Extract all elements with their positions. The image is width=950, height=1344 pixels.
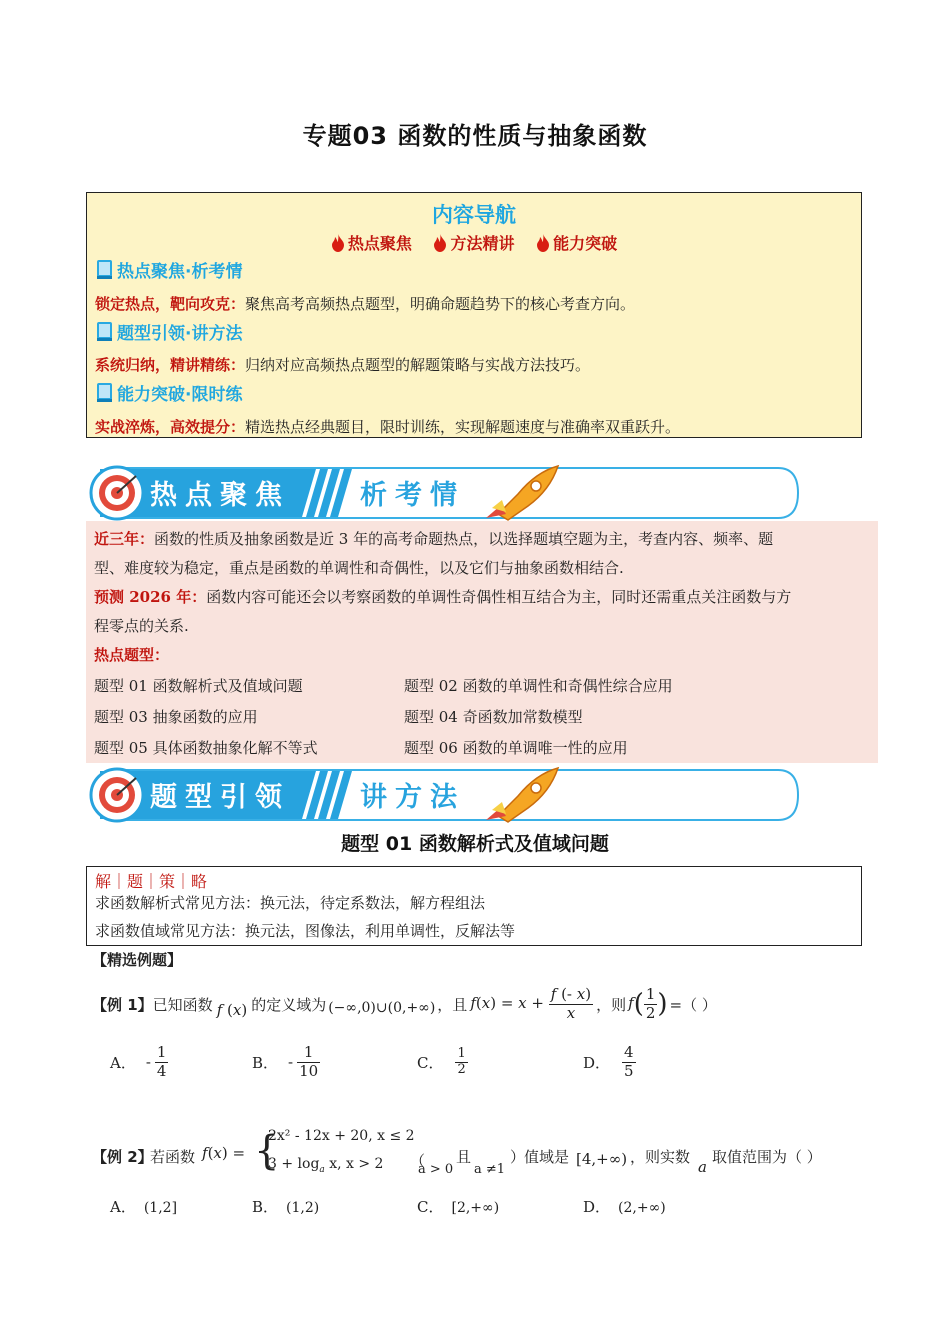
banner-right-text: 析考情 <box>360 480 465 511</box>
target-icon <box>91 467 143 519</box>
book-icon <box>95 321 115 343</box>
nav-section-desc: 实战淬炼，高效提分：精选热点经典题目，限时训练，实现解题速度与准确率双重跃升。 <box>95 418 681 436</box>
question-text: 值域是 <box>524 1148 570 1166</box>
banner-left-text: 题型引领 <box>150 782 290 813</box>
hot-type-item: 题型 05 具体函数抽象化解不等式 <box>94 739 318 757</box>
prediction-line-1: 预测 2026 年：函数内容可能还会以考察函数的单调性奇偶性相互结合为主，同时还需重点关注函数与方 <box>94 588 792 606</box>
piecewise-brace: { <box>254 1128 280 1174</box>
condition-a: a > 0 <box>418 1162 454 1177</box>
question-text: 若函数 <box>150 1148 196 1166</box>
piecewise-case-1: 2x² - 12x + 20, x ≤ 2 <box>268 1128 415 1144</box>
page-title: 专题03 函数的性质与抽象函数 <box>302 122 648 150</box>
section-subtitle: 题型 01 函数解析式及值域问题 <box>341 833 609 855</box>
section-banner-hotspot <box>88 464 800 522</box>
hot-type-item: 题型 06 函数的单调唯一性的应用 <box>404 739 628 757</box>
flame-icon <box>433 234 447 252</box>
hot-type-item: 题型 03 抽象函数的应用 <box>94 708 258 726</box>
banner-right-text: 讲方法 <box>360 782 465 813</box>
question-text: 的定义域为 <box>251 995 327 1014</box>
question-text: ，则实数 <box>630 1148 691 1166</box>
example-2-option-a[interactable]: A． (1,2] <box>110 1198 178 1216</box>
question-text: 取值范围为（ ） <box>712 1148 822 1166</box>
strategy-box <box>86 866 862 946</box>
banner-left-text: 热点聚焦 <box>150 480 290 511</box>
book-icon <box>95 382 115 404</box>
math-domain: (−∞,0)∪(0,+∞) <box>328 1000 436 1016</box>
hot-type-item: 题型 01 函数解析式及值域问题 <box>94 677 303 695</box>
math-fx: f(x) = <box>202 1144 246 1162</box>
piecewise-case-2: $3 + \log_a x$, x > 2 <box>268 1156 384 1175</box>
math-f-half: f( $\frac{1}{2}$ ) <box>628 985 668 1022</box>
book-icon <box>95 259 115 281</box>
example-label: 【例 1】 <box>92 995 153 1014</box>
question-text: =（ ） <box>669 995 717 1014</box>
example-2-option-b[interactable]: B． (1,2) <box>252 1198 320 1216</box>
hotspot-analysis-block <box>86 521 878 763</box>
strategy-heading: 解｜题｜策｜略 <box>95 872 208 891</box>
example-1-question <box>92 980 852 1028</box>
example-1-option-a[interactable]: A． - $\frac{1}{4}$ <box>110 1043 167 1080</box>
example-1-option-c[interactable]: C． $\frac{1}{2}$ <box>417 1045 466 1077</box>
question-text: 已知函数 <box>152 995 213 1014</box>
condition-b: a ≠1 <box>474 1162 506 1177</box>
strategy-line: 求函数解析式常见方法：换元法，待定系数法，解方程组法 <box>95 894 486 912</box>
section-banner-methods <box>88 766 800 824</box>
nav-section-title: 题型引领·讲方法 <box>95 319 242 344</box>
selected-examples-label: 【精选例题】 <box>92 951 183 969</box>
condition-and: 且 <box>456 1148 472 1166</box>
example-2-question <box>92 1124 862 1184</box>
math-var-a: a <box>698 1158 707 1176</box>
flame-icon <box>331 234 345 252</box>
question-text: ，则 <box>596 995 627 1014</box>
recent-years-line-1: 近三年：函数的性质及抽象函数是近 3 年的高考命题热点，以选择题填空题为主，考查内容、频率、题 <box>94 530 774 548</box>
nav-section-title: 能力突破·限时练 <box>95 380 242 405</box>
nav-tag-method: 方法精讲 <box>433 234 520 253</box>
strategy-line: 求函数值域常见方法：换元法，图像法，利用单调性，反解法等 <box>95 922 516 940</box>
example-2-option-c[interactable]: C． [2,+∞) <box>417 1198 500 1216</box>
nav-section-desc: 系统归纳，精讲精练：归纳对应高频热点题型的解题策略与实战方法技巧。 <box>95 356 591 374</box>
example-1-option-b[interactable]: B． - $\frac{1}{10}$ <box>252 1043 319 1080</box>
nav-tag-hotspot: 热点聚焦 <box>331 234 418 253</box>
nav-heading: 内容导航 <box>432 203 516 227</box>
content-nav-box <box>86 192 862 438</box>
example-1-option-d[interactable]: D． $\frac{4}{5}$ <box>583 1043 634 1080</box>
question-text: ，且 <box>437 995 468 1014</box>
condition-open: （ <box>410 1152 426 1170</box>
hot-type-item: 题型 04 奇函数加常数模型 <box>404 708 583 726</box>
prediction-line-2: 程零点的关系. <box>94 617 189 635</box>
math-range: [4,+∞) <box>576 1150 628 1168</box>
target-icon <box>91 769 143 821</box>
nav-tag-ability: 能力突破 <box>536 234 617 253</box>
flame-icon <box>536 234 550 252</box>
nav-tags <box>87 231 861 254</box>
math-equation: f(x) = x + $\frac{f (- x)}{x}$ <box>470 985 592 1022</box>
condition-close: ） <box>510 1148 526 1166</box>
example-2-option-d[interactable]: D． (2,+∞) <box>583 1198 666 1216</box>
nav-section-desc: 锁定热点，靶向攻克：聚焦高考高频热点题型，明确命题趋势下的核心考查方向。 <box>95 295 636 313</box>
nav-section-title: 热点聚焦·析考情 <box>95 257 242 282</box>
recent-years-line-2: 型、难度较为稳定，重点是函数的单调性和奇偶性，以及它们与抽象函数相结合. <box>94 559 624 577</box>
hot-types-label: 热点题型： <box>94 646 170 664</box>
example-label: 【例 2】 <box>92 1148 153 1166</box>
hot-type-item: 题型 02 函数的单调性和奇偶性综合应用 <box>404 677 673 695</box>
math-fx: f (x) <box>216 1001 248 1019</box>
